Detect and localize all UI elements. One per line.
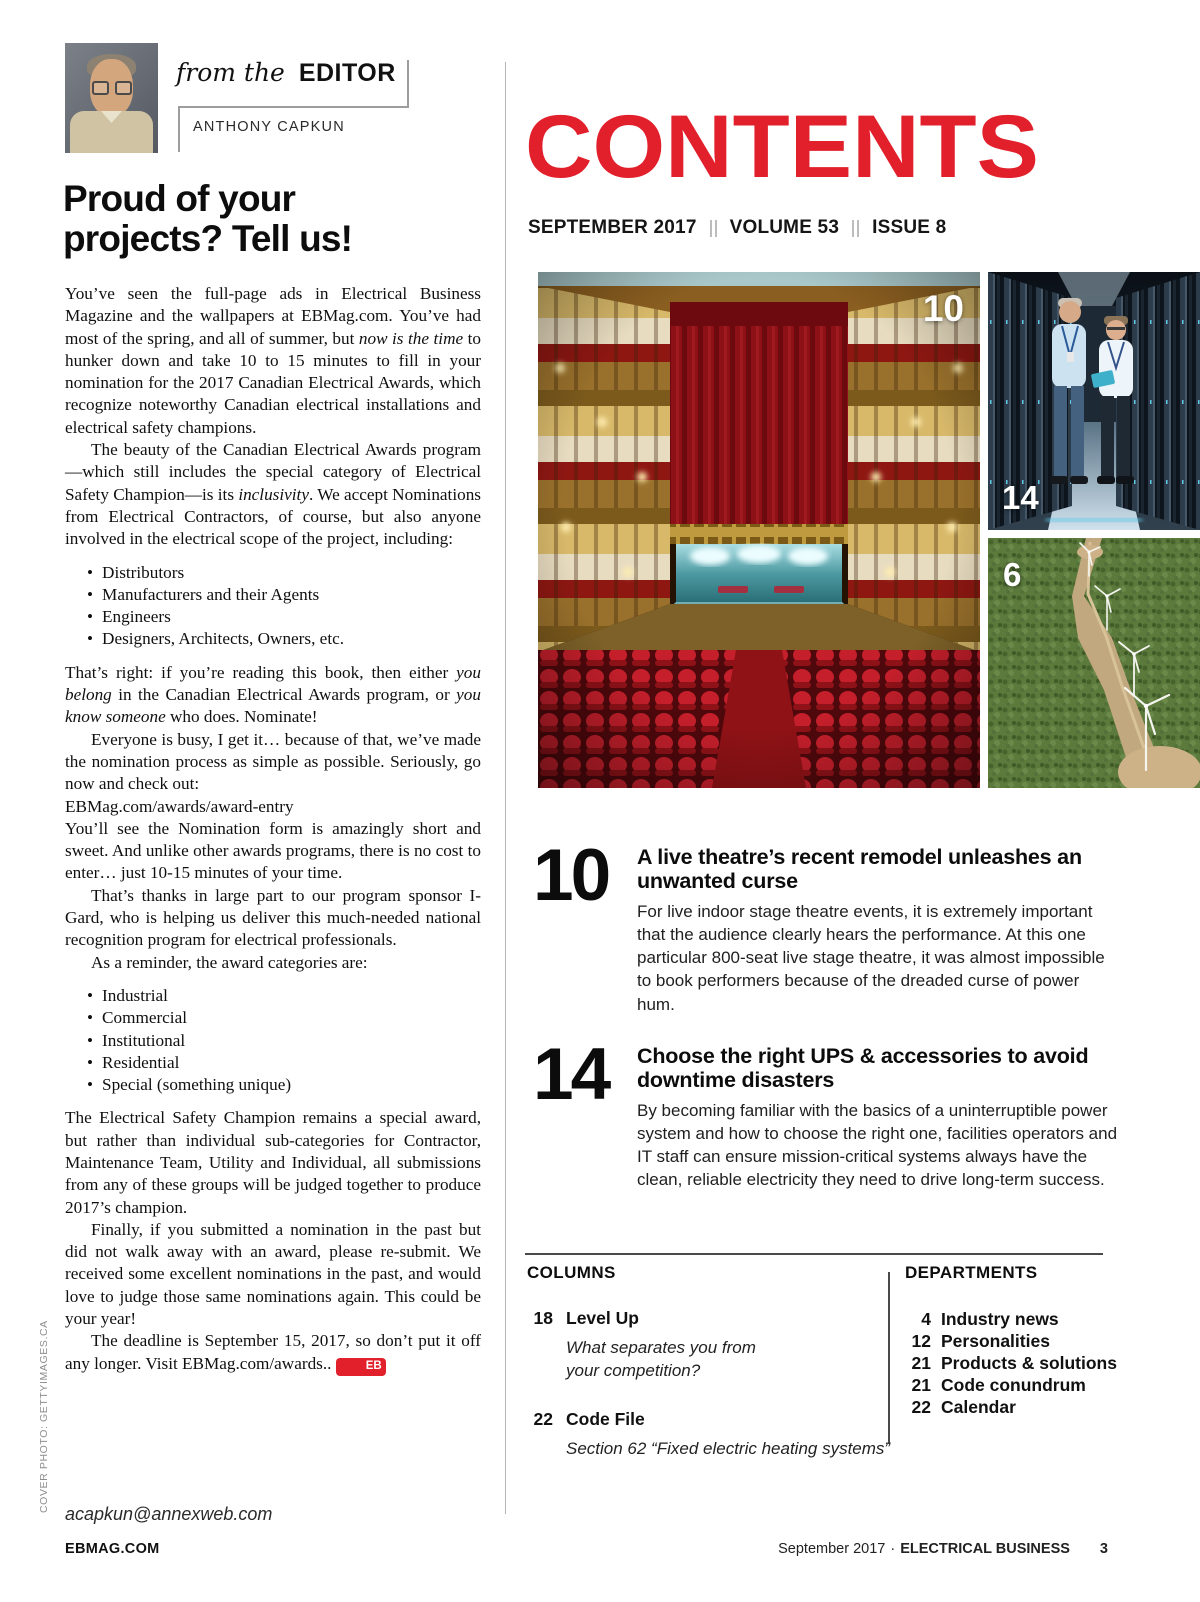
windfarm-page-label: 6	[1003, 556, 1022, 593]
list-item: • Institutional	[87, 1030, 481, 1052]
columns-section	[527, 1263, 891, 1486]
department-entry[interactable]	[905, 1308, 1135, 1330]
kicker-rule-left	[178, 106, 180, 152]
editorial-paragraph: The Electrical Safety Champion remains a special award, but rather than individual sub-categories for Contractor, Maintenance Team, Utility and Individual, all submissions from any of these groups will be judged together to produce 2017’s champion.	[65, 1108, 481, 1217]
department-title: Products & solutions	[941, 1353, 1117, 1373]
editorial-body	[65, 283, 481, 1376]
footer-separator: ·	[890, 1541, 896, 1557]
headline-line-1: Proud of your	[63, 178, 296, 219]
department-title: Code conundrum	[941, 1375, 1086, 1395]
footer-magazine-name: ELECTRICAL BUSINESS	[900, 1541, 1070, 1557]
feature-description: For live indoor stage theatre events, it is extremely important that the audience clearly hears the performance. At this one particular 800-seat live stage theatre, it was almost impossible to book performers because of the dreaded curse of power hum.	[637, 901, 1105, 1014]
headline-line-2: projects? Tell us!	[63, 217, 353, 259]
kicker-rule-horizontal	[178, 106, 409, 108]
eb-logo-badge: EB	[336, 1358, 386, 1377]
list-item: • Distributors	[87, 562, 481, 584]
department-title: Industry news	[941, 1309, 1059, 1329]
section-kicker	[176, 58, 396, 88]
editorial-paragraph: Finally, if you submitted a nomination in the past but did not walk away with an award, please re-submit. We received some excellent nominations in the past, and would love to judge those same nominations again. This could be your year!	[65, 1219, 481, 1329]
feature-entry[interactable]	[533, 835, 1121, 1016]
department-entry[interactable]	[905, 1330, 1135, 1352]
feature-entry[interactable]	[533, 1033, 1121, 1192]
datacenter-photo	[988, 272, 1200, 530]
column-title: Code File	[566, 1408, 645, 1429]
issue-number: ISSUE 8	[872, 217, 947, 238]
column-page-number: 18	[533, 1308, 553, 1328]
center-column-divider	[505, 62, 506, 1514]
columns-heading: COLUMNS	[527, 1263, 616, 1282]
list-item: • Residential	[87, 1052, 481, 1074]
department-page-number: 21	[911, 1375, 931, 1395]
bottom-section-rule	[525, 1253, 1103, 1255]
column-title: Level Up	[566, 1308, 639, 1328]
footer-website: EBMAG.COM	[65, 1541, 160, 1557]
editor-portrait-photo	[65, 43, 158, 153]
editorial-headline	[63, 179, 497, 258]
windfarm-photo	[988, 538, 1200, 788]
editorial-paragraph: Everyone is busy, I get it… because of that, we’ve made the nomination process as simple as possible. Seriously, go now and check out:	[65, 729, 481, 794]
kicker-from-the: from the	[176, 58, 285, 87]
footer-date: September 2017	[778, 1541, 886, 1557]
column-subtitle: Section 62 “Fixed electric heating systems”	[566, 1438, 891, 1458]
double-bar-separator	[852, 220, 859, 237]
column-entry[interactable]	[527, 1408, 891, 1460]
list-item: • Engineers	[87, 606, 481, 628]
department-page-number: 22	[911, 1397, 931, 1417]
feature-list	[533, 835, 1121, 1217]
kicker-rule-right	[407, 60, 409, 108]
departments-heading: DEPARTMENTS	[905, 1263, 1038, 1282]
issue-date: SEPTEMBER 2017	[528, 217, 697, 238]
list-item: • Commercial	[87, 1007, 481, 1029]
cover-photo-credit: COVER PHOTO: GETTYIMAGES.CA	[38, 1320, 50, 1513]
award-entry-url[interactable]: EBMag.com/awards/award-entry	[65, 796, 294, 816]
feature-page-number: 14	[533, 1033, 609, 1115]
department-entry[interactable]	[905, 1374, 1135, 1396]
editorial-paragraph: The deadline is September 15, 2017, so don’t put it off any longer. Visit EBMag.com/awards.. EB	[65, 1330, 481, 1376]
kicker-editor: EDITOR	[298, 59, 396, 87]
editorial-paragraph: You’ve seen the full-page ads in Electrical Business Magazine and the wallpapers at EBMag.com. You’ve had most of the spring, and all of summer, but now is the time to hunker down and take 10 to 15 minutes to fill in your nomination for the 2017 Canadian Electrical Awards, which recognize noteworthy Canadian electrical installations and electrical safety champions.	[65, 284, 482, 437]
feature-description: By becoming familiar with the basics of a uninterruptible power system and how to choose the right one, facilities operators and IT staff can ensure mission-critical systems always have the clean, reliable electricity they need to drive long-term success.	[637, 1100, 1118, 1190]
double-bar-separator	[710, 220, 717, 237]
contents-title: CONTENTS	[525, 96, 1039, 196]
editorial-paragraph: You’ll see the Nomination form is amazingly short and sweet. And unlike other awards programs, there is no cost to enter… just 10-15 minutes of your time.	[65, 818, 481, 883]
nominator-bullet-list	[65, 562, 481, 651]
column-page-number: 22	[533, 1408, 553, 1429]
editor-author-name: ANTHONY CAPKUN	[193, 119, 345, 135]
issue-line	[528, 217, 946, 239]
columns-departments-divider	[888, 1272, 890, 1444]
department-entry[interactable]	[905, 1396, 1135, 1418]
department-page-number: 21	[911, 1353, 931, 1373]
list-item: • Designers, Architects, Owners, etc.	[87, 628, 481, 650]
department-page-number: 12	[911, 1331, 931, 1351]
theatre-page-label: 10	[922, 288, 964, 329]
editor-email[interactable]: acapkun@annexweb.com	[65, 1504, 273, 1524]
editorial-paragraph: The beauty of the Canadian Electrical Awards program—which still includes the special category of Electrical Safety Champion—is its inclusivity. We accept Nominations from Electrical Contractors, of course, but also anyone involved in the electrical scope of the project, including:	[65, 440, 481, 549]
department-page-number: 4	[921, 1309, 931, 1329]
portrait-glasses-left	[92, 81, 109, 95]
list-item: • Manufacturers and their Agents	[87, 584, 481, 606]
editorial-paragraph: That’s right: if you’re reading this book, then either you belong in the Canadian Electrical Awards program, or you know someone who does. Nominate!	[65, 662, 481, 727]
column-subtitle: What separates you from your competition?	[566, 1338, 756, 1381]
feature-title: A live theatre’s recent remodel unleashes an unwanted curse	[637, 845, 1082, 894]
category-bullet-list	[65, 985, 481, 1096]
department-title: Calendar	[941, 1397, 1016, 1417]
column-entry[interactable]	[527, 1308, 872, 1383]
department-entry[interactable]	[905, 1352, 1135, 1374]
department-title: Personalities	[941, 1331, 1050, 1351]
feature-title: Choose the right UPS & accessories to avoid downtime disasters	[637, 1043, 1089, 1093]
datacenter-page-label: 14	[1002, 479, 1039, 516]
departments-section	[905, 1263, 1135, 1418]
feature-page-number: 10	[533, 835, 609, 916]
editorial-paragraph: That’s thanks in large part to our program sponsor I-Gard, who is helping us deliver this much-needed national recognition program for electrical professionals.	[65, 885, 481, 950]
theatre-photo-illustration	[538, 272, 980, 788]
footer-page-number: 3	[1099, 1541, 1108, 1557]
footer-issue-info	[778, 1541, 1108, 1557]
theatre-photo	[538, 272, 980, 788]
list-item: • Special (something unique)	[87, 1074, 481, 1096]
issue-volume: VOLUME 53	[729, 217, 840, 238]
editorial-paragraph: As a reminder, the award categories are:	[91, 952, 368, 972]
portrait-glasses-right	[115, 81, 132, 95]
list-item: • Industrial	[87, 985, 481, 1007]
